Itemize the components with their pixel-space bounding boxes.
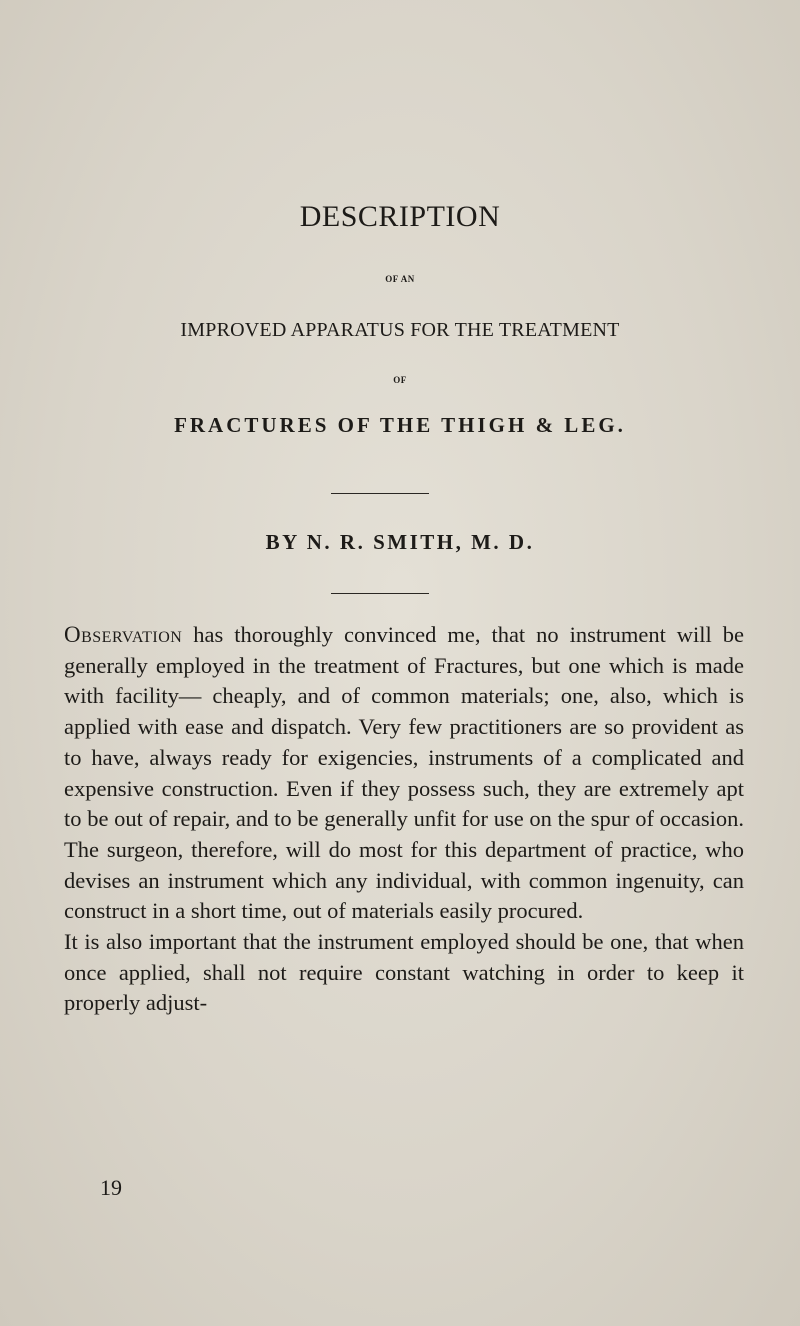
page-title: DESCRIPTION xyxy=(299,200,501,233)
body-text xyxy=(64,620,744,1019)
divider-rule xyxy=(331,593,429,594)
paragraph-text: has thoroughly convinced me, that no instrument will be generally employed in the treatment of Fractures, but one which is made with facility— cheaply, and of common materials; one, also, which is applied with ease and dispatch. Very few practitioners are so provident as to have, always ready for exigencies, instruments of a complicated and expensive construction. Even if they possess such, they are extremely apt to be out of repair, and to be generally unfit for use on the spur of occasion. The surgeon, therefore, will do most for this department of practice, who devises an instrument which any individual, with common ingenuity, can construct in a short time, out of materials easily procured. xyxy=(64,622,744,924)
page-number: 19 xyxy=(100,1175,122,1200)
page-subtitle: IMPROVED APPARATUS FOR THE TREATMENT xyxy=(180,319,620,341)
author-byline: BY N. R. SMITH, M. D. xyxy=(265,530,535,554)
title-connector-of-an: OF AN xyxy=(385,274,415,284)
title-connector-of: OF xyxy=(393,375,407,385)
paragraph xyxy=(64,620,744,927)
page-subject: FRACTURES OF THE THIGH & LEG. xyxy=(174,413,626,437)
paragraph-lead-word: Observation xyxy=(64,622,183,647)
paragraph: It is also important that the instrument employed should be one, that when once applied, shall not require constant watching in order to keep it properly adjust- xyxy=(64,929,744,1016)
divider-rule xyxy=(331,493,429,494)
